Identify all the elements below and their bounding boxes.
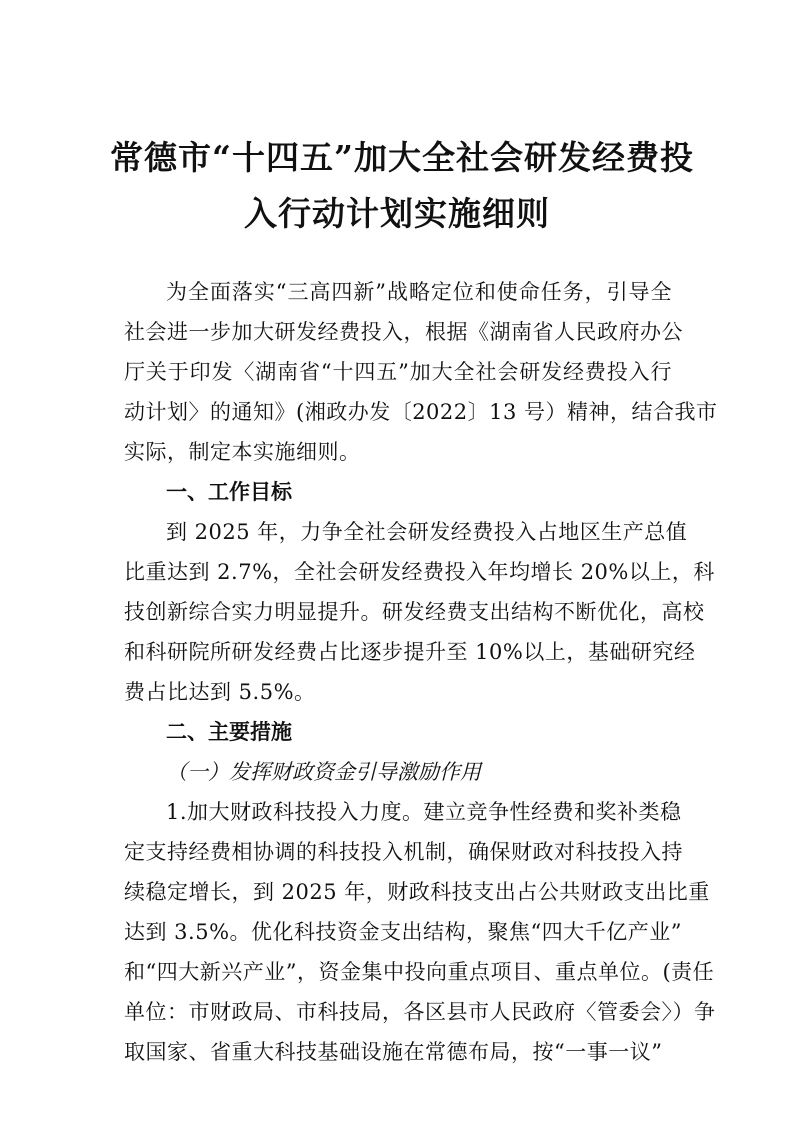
measures-line-6: 单位：市财政局、市科技局，各区县市人民政府〈管委会〉）争 (124, 1000, 716, 1024)
section-heading-measures: 二、主要措施 (166, 720, 292, 744)
measures-line-4: 达到 3.5%。优化科技资金支出结构，聚焦“四大千亿产业” (124, 920, 682, 944)
goals-line-3: 技创新综合实力明显提升。研发经费支出结构不断优化，高校 (124, 600, 705, 624)
measures-line-2: 定支持经费相协调的科技投入机制，确保财政对科技投入持 (124, 840, 683, 864)
goals-line-2: 比重达到 2.7%，全社会研发经费投入年均增长 20%以上，科 (124, 560, 715, 584)
intro-line-2: 社会进一步加大研发经费投入，根据《湖南省人民政府办公 (124, 320, 683, 344)
document-title-line-1: 常德市“十四五”加大全社会研发经费投 (110, 138, 694, 177)
intro-line-5: 实际，制定本实施细则。 (124, 440, 361, 464)
intro-line-3: 厅关于印发〈湖南省“十四五”加大全社会研发经费投入行 (124, 360, 672, 384)
goals-line-5: 费占比达到 5.5%。 (124, 680, 316, 704)
measures-line-3: 续稳定增长，到 2025 年，财政科技支出占公共财政支出比重 (124, 880, 710, 904)
intro-line-1: 为全面落实“三高四新”战略定位和使命任务，引导全 (166, 280, 672, 304)
measures-line-7: 取国家、省重大科技基础设施在常德布局，按“一事一议” (124, 1040, 663, 1064)
measures-line-5: 和“四大新兴产业”，资金集中投向重点项目、重点单位。(责任 (124, 960, 715, 984)
goals-line-1: 到 2025 年，力争全社会研发经费投入占地区生产总值 (166, 520, 688, 544)
subsection-heading-fiscal: （一）发挥财政资金引导激励作用 (166, 760, 481, 784)
intro-line-4: 动计划〉的通知》(湘政办发〔2022〕13 号）精神，结合我市 (124, 400, 718, 424)
section-heading-goals: 一、工作目标 (166, 480, 292, 504)
goals-line-4: 和科研院所研发经费占比逐步提升至 10%以上，基础研究经 (124, 640, 696, 664)
measures-line-1: 1.加大财政科技投入力度。建立竞争性经费和奖补类稳 (166, 800, 682, 824)
document-title-line-2: 入行动计划实施细则 (244, 194, 550, 233)
